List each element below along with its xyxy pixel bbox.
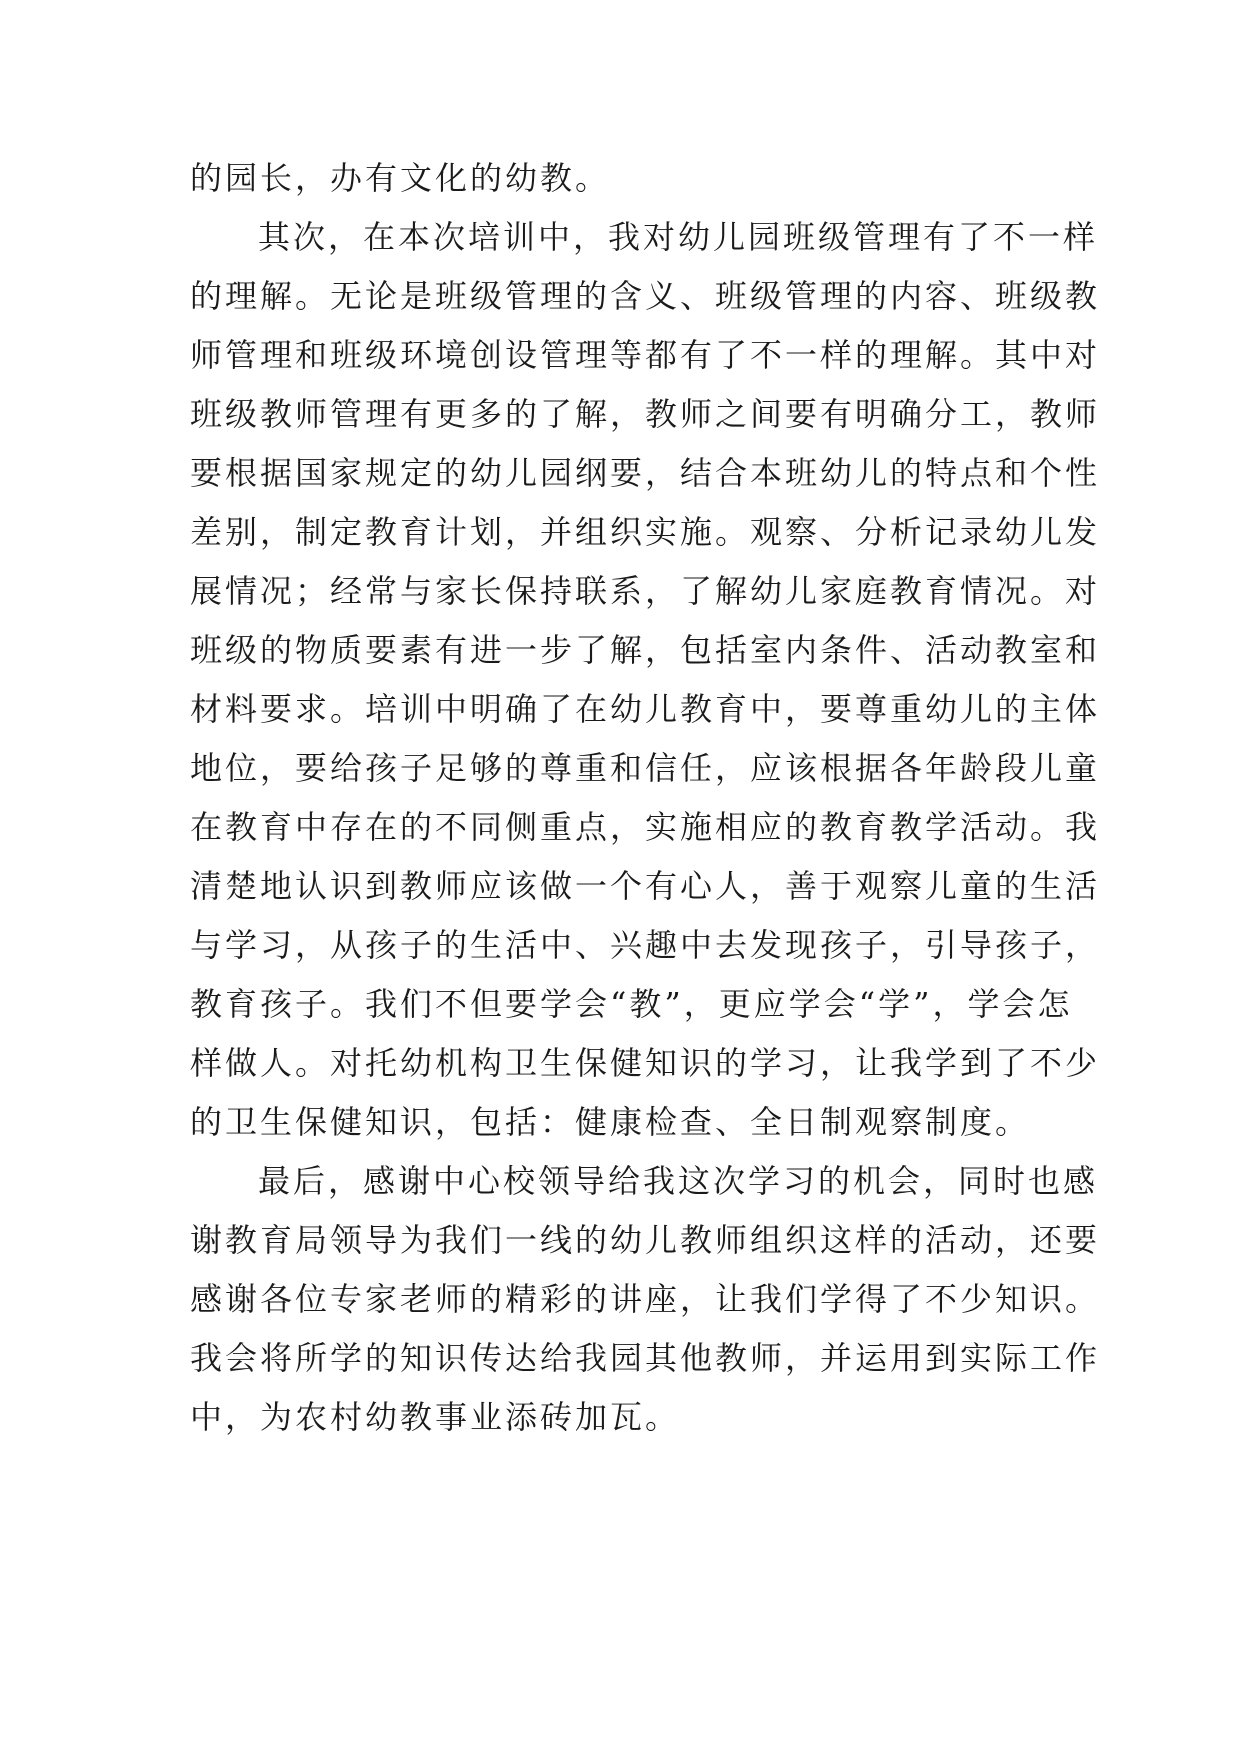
text-line: 与学习，从孩子的生活中、兴趣中去发现孩子，引导孩子， — [190, 926, 1101, 964]
text-line: 地位，要给孩子足够的尊重和信任，应该根据各年龄段儿童 — [190, 749, 1101, 787]
text-line: 最后，感谢中心校领导给我这次学习的机会，同时也感 — [258, 1162, 1099, 1200]
text-line: 我会将所学的知识传达给我园其他教师，并运用到实际工作 — [190, 1339, 1101, 1377]
text-line: 要根据国家规定的幼儿园纲要，结合本班幼儿的特点和个性 — [190, 454, 1101, 492]
text-line: 展情况；经常与家长保持联系，了解幼儿家庭教育情况。对 — [190, 572, 1101, 610]
text-line: 感谢各位专家老师的精彩的讲座，让我们学得了不少知识。 — [190, 1280, 1101, 1318]
text-line: 的理解。无论是班级管理的含义、班级管理的内容、班级教 — [190, 277, 1101, 315]
body-text — [190, 158, 1101, 1456]
text-line: 样做人。对托幼机构卫生保健知识的学习，让我学到了不少 — [190, 1044, 1101, 1082]
text-line: 其次，在本次培训中，我对幼儿园班级管理有了不一样 — [258, 218, 1099, 256]
text-line: 的园长，办有文化的幼教。 — [190, 159, 611, 197]
text-line: 的卫生保健知识，包括：健康检查、全日制观察制度。 — [190, 1103, 1031, 1141]
text-line: 清楚地认识到教师应该做一个有心人，善于观察儿童的生活 — [190, 867, 1101, 905]
text-line: 班级教师管理有更多的了解，教师之间要有明确分工，教师 — [190, 395, 1101, 433]
text-line: 材料要求。培训中明确了在幼儿教育中，要尊重幼儿的主体 — [190, 690, 1101, 728]
text-line: 在教育中存在的不同侧重点，实施相应的教育教学活动。我 — [190, 808, 1101, 846]
text-line: 谢教育局领导为我们一线的幼儿教师组织这样的活动，还要 — [190, 1221, 1101, 1259]
text-line: 师管理和班级环境创设管理等都有了不一样的理解。其中对 — [190, 336, 1101, 374]
text-line: 教育孩子。我们不但要学会“教”，更应学会“学”，学会怎 — [190, 985, 1073, 1023]
text-line: 中，为农村幼教事业添砖加瓦。 — [190, 1398, 681, 1436]
text-line: 差别，制定教育计划，并组织实施。观察、分析记录幼儿发 — [190, 513, 1101, 551]
text-line: 班级的物质要素有进一步了解，包括室内条件、活动教室和 — [190, 631, 1101, 669]
